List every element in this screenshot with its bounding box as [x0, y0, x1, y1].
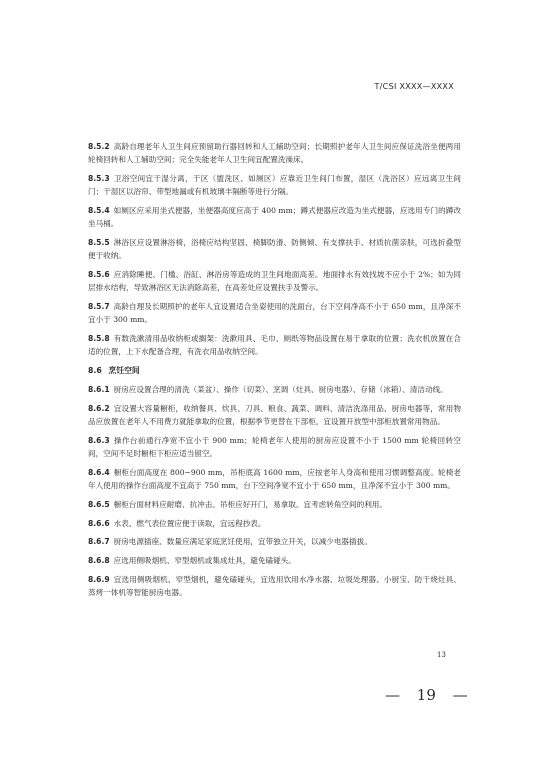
clause-paragraph — [88, 517, 461, 530]
clause-list-8-6 — [88, 383, 461, 599]
footer-right-dash: — — [452, 686, 468, 704]
footer-left-dash: — — [385, 686, 400, 704]
clause-text: 橱柜台面材料应耐磨、抗冲击。吊柜应好开门，易拿取。宜考虑转角空间的利用。 — [113, 499, 387, 509]
clause-number: 8.6.6 — [88, 518, 110, 528]
footer-number: 19 — [416, 686, 436, 704]
clause-number: 8.6.8 — [88, 556, 110, 566]
clause-number: 8.5.6 — [88, 270, 110, 279]
clause-paragraph — [88, 466, 461, 492]
clause-text: 高龄自理及长期照护的老年人宜设置适合坐姿使用的洗面台，台下空间净高不小于 650 mm，且净深不宜小于 300 mm。 — [88, 302, 461, 325]
section-heading — [88, 364, 461, 377]
clause-paragraph — [88, 383, 461, 396]
clause-paragraph — [88, 554, 461, 567]
clause-paragraph — [88, 573, 461, 599]
clause-paragraph — [88, 498, 461, 511]
footer-page-number — [385, 686, 475, 704]
clause-number: 8.5.8 — [88, 334, 110, 343]
clause-paragraph — [88, 535, 461, 548]
clause-text: 厨房电源插座、数量应满足家庭烹饪使用，宜带独立开关，以减少电器插拔。 — [113, 537, 372, 547]
clause-text: 如厕区应采用坐式便器，坐便器高度应高于 400 mm；蹲式便器应改造为坐式便器，应选用专门的蹲改坐马桶。 — [88, 206, 461, 229]
clause-number: 8.6.1 — [88, 385, 110, 394]
clause-paragraph — [88, 268, 461, 294]
section-title: 烹饪空间 — [108, 366, 140, 375]
clause-paragraph — [88, 300, 461, 326]
clause-text: 橱柜台面高度在 800~900 mm，吊柜底高 1600 mm，应按老年人身高和使用习惯调整高度。轮椅老年人使用的操作台面高度不宜高于 750 mm，台下空间净宽不宜小于 650 mm，且净深不宜小于 300 mm。 — [88, 467, 461, 490]
clause-number: 8.5.5 — [88, 238, 110, 247]
clause-text: 应消除睡便、门槛、浴缸、淋浴房等造成的卫生间地面高差。地面排水有效找坡不应小于 2%；如为同层排水结构，导致淋浴区无法消除高差，在高差处应设置扶手及警示。 — [88, 270, 461, 293]
clause-paragraph — [88, 332, 461, 358]
clause-text: 卫浴空间宜干湿分离，干区（盥洗区、如厕区）应靠近卫生间门布置，湿区（洗浴区）应远离卫生间门；干湿区以浴帘、带型地漏或有机玻璃丰隔断等进行分隔。 — [88, 174, 461, 197]
document-code-header: T/CSI XXXX—XXXX — [374, 82, 454, 91]
clause-number: 8.6.2 — [88, 403, 110, 413]
clause-paragraph — [88, 236, 461, 262]
clause-text: 高龄自理老年人卫生间应预留助行器回转和人工辅助空间；长期照护老年人卫生间应保证洗浴坐便两用轮椅回转和人工辅助空间；完全失能老年人卫生间宜配置洗澡床。 — [88, 142, 461, 165]
clause-text: 淋浴区应设置淋浴椅，浴椅应结构坚固、椅脚防滑、防侧倾、有支撑扶手、材质抗菌亲肤，可选折叠型便于收纳。 — [88, 238, 461, 261]
clause-paragraph — [88, 204, 461, 230]
clause-number: 8.5.7 — [88, 302, 110, 311]
clause-text: 有数洗漱清用品收纳柜或搁架：洗漱用具、毛巾、厕纸等物品设置在易于拿取的位置；洗衣机放置在合适的位置，上下水配备合理，有洗衣用品收纳空间。 — [88, 334, 461, 357]
clause-text: 厨房应设置合理的清洗（菜盆）、操作（切菜）、烹调（灶具、厨房电器）、存储（冰箱）、清洁动线。 — [113, 385, 448, 394]
document-body — [88, 140, 461, 605]
clause-text: 水表、燃气表位置应便于读取，宜远程抄表。 — [113, 518, 266, 528]
clause-text: 操作台前通行净宽不宜小于 900 mm；轮椅老年人使用的厨房应设置不小于 1500 mm 轮椅回转空间，空间不足时橱柜下柜应适当留空。 — [88, 435, 461, 458]
clause-number: 8.5.4 — [88, 206, 110, 215]
clause-paragraph — [88, 140, 461, 166]
clause-number: 8.6.5 — [88, 499, 110, 509]
clause-number: 8.5.2 — [88, 142, 110, 151]
clause-paragraph — [88, 402, 461, 428]
clause-list-8-5 — [88, 140, 461, 358]
clause-number: 8.6.3 — [88, 435, 110, 445]
clause-paragraph — [88, 434, 461, 460]
clause-text: 宜设置大容量橱柜，收纳餐具、炊具、刀具、粮食、蔬菜、调料、清洁洗涤用品、厨房电器等，常用物品应放置在老年人不用费力就能拿取的位置，根据季节更替在下部柜，宜设置开放型中部柜放置常用物品。 — [88, 403, 461, 426]
clause-number: 8.5.3 — [88, 174, 110, 183]
section-number: 8.6 — [88, 366, 102, 375]
clause-number: 8.6.7 — [88, 537, 110, 547]
clause-paragraph — [88, 172, 461, 198]
clause-number: 8.6.9 — [88, 574, 110, 584]
clause-text: 宜选用侧吸烟机、窄型烟机，避免磕碰头，宜选用饮用水净水器、垃圾处理器、小厨宝、防干烧灶具、蒸烤一体机等智能厨房电器。 — [88, 574, 461, 598]
page-number: 13 — [437, 651, 446, 659]
clause-number: 8.6.4 — [88, 467, 110, 477]
clause-text: 应选用侧吸烟机、窄型烟机或集成灶具，避免磕碰头。 — [113, 556, 296, 566]
